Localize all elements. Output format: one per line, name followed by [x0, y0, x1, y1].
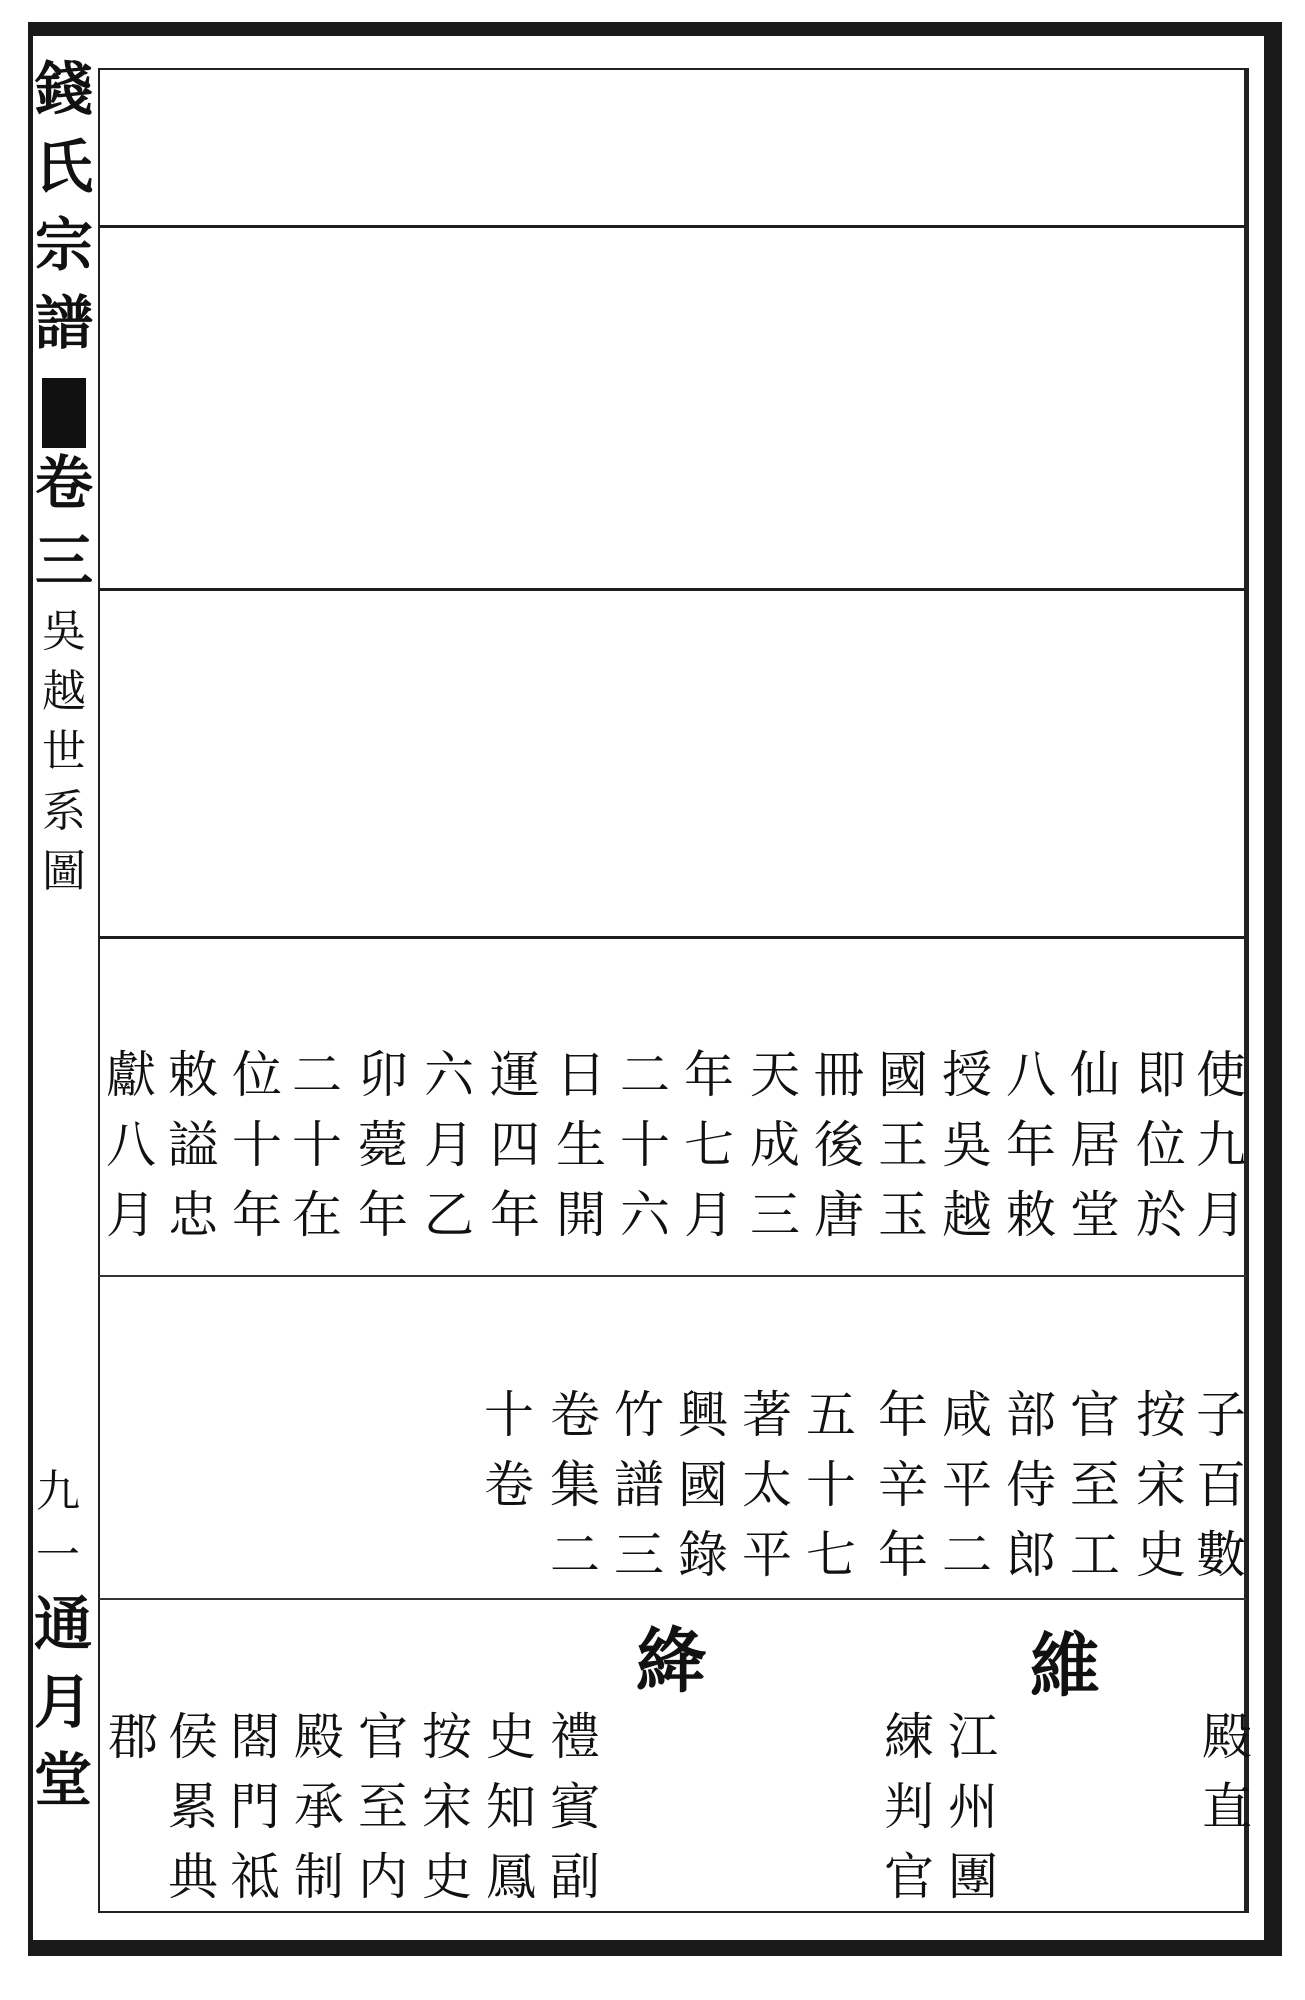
bio-column: 位 十 年 — [232, 1046, 282, 1244]
bio-column: 著 太 平 — [742, 1386, 792, 1584]
bio-column: 史 知 鳳 — [486, 1708, 536, 1906]
bio-column: 江 州 團 — [948, 1708, 998, 1906]
margin-volume: 卷 三 — [34, 449, 93, 595]
rule-1 — [98, 225, 1246, 228]
bio-column: 運 四 年 — [490, 1046, 540, 1244]
hall-name: 通 月 堂 — [34, 1590, 93, 1814]
inner-right-rule — [1246, 68, 1249, 1913]
bio-column: 竹 譜 三 — [614, 1386, 664, 1584]
rule-4 — [98, 1275, 1246, 1277]
bio-column: 按 宋 史 — [422, 1708, 472, 1906]
bio-column: 日 生 開 — [556, 1046, 606, 1244]
bio-column: 練 判 官 — [884, 1708, 934, 1906]
bio-column: 冊 後 唐 — [814, 1046, 864, 1244]
rule-2 — [98, 588, 1246, 591]
bio-column: 授 吳 越 — [942, 1046, 992, 1244]
bio-column: 年 辛 年 — [878, 1386, 928, 1584]
bio-column: 獻 八 月 — [106, 1046, 156, 1244]
bio-column: 官 至 内 — [358, 1708, 408, 1906]
margin-title: 錢 氏 宗 譜 — [34, 55, 93, 357]
bio-column: 官 至 工 — [1070, 1386, 1120, 1584]
border-left — [28, 22, 33, 1956]
bio-column: 天 成 三 — [750, 1046, 800, 1244]
folio-number: 九 一 — [36, 1466, 80, 1581]
person-name-wei: 維 — [1030, 1624, 1100, 1707]
bio-column: 二 十 六 — [620, 1046, 670, 1244]
fishtail-block — [42, 378, 86, 448]
bio-column: 仙 居 堂 — [1070, 1046, 1120, 1244]
bio-column: 侯 累 典 — [168, 1708, 218, 1906]
bio-column: 咸 平 二 — [942, 1386, 992, 1584]
bio-column: 郡 — [108, 1708, 158, 1766]
bio-column: 二 十 在 — [292, 1046, 342, 1244]
border-bottom — [30, 1940, 1280, 1956]
bio-column: 卯 薨 年 — [358, 1046, 408, 1244]
bio-column: 殿 直 — [1202, 1708, 1252, 1836]
bio-column: 即 位 於 — [1136, 1046, 1186, 1244]
bio-column: 殿 承 制 — [294, 1708, 344, 1906]
bio-column: 五 十 七 — [806, 1386, 856, 1584]
border-top — [30, 22, 1280, 36]
bio-column: 十 卷 — [484, 1386, 534, 1514]
rule-3 — [98, 936, 1246, 939]
bio-column: 興 國 錄 — [678, 1386, 728, 1584]
border-right — [1264, 22, 1282, 1956]
bio-column: 八 年 敕 — [1006, 1046, 1056, 1244]
bio-column: 年 七 月 — [684, 1046, 734, 1244]
bio-column: 子 百 數 — [1196, 1386, 1246, 1584]
bio-column: 閤 門 祗 — [230, 1708, 280, 1906]
margin-section: 吳 越 世 系 圖 — [42, 606, 86, 897]
bio-column: 卷 集 二 — [550, 1386, 600, 1584]
bio-column: 六 月 乙 — [424, 1046, 474, 1244]
bio-column: 按 宋 史 — [1136, 1386, 1186, 1584]
bio-column: 禮 賓 副 — [550, 1708, 600, 1906]
bio-column: 敕 謚 忠 — [168, 1046, 218, 1244]
bio-column: 國 王 玉 — [878, 1046, 928, 1244]
bio-column: 部 侍 郎 — [1006, 1386, 1056, 1584]
person-name-jiang: 絳 — [636, 1619, 706, 1702]
margin-column — [34, 55, 94, 910]
bio-column: 使 九 月 — [1196, 1046, 1246, 1244]
